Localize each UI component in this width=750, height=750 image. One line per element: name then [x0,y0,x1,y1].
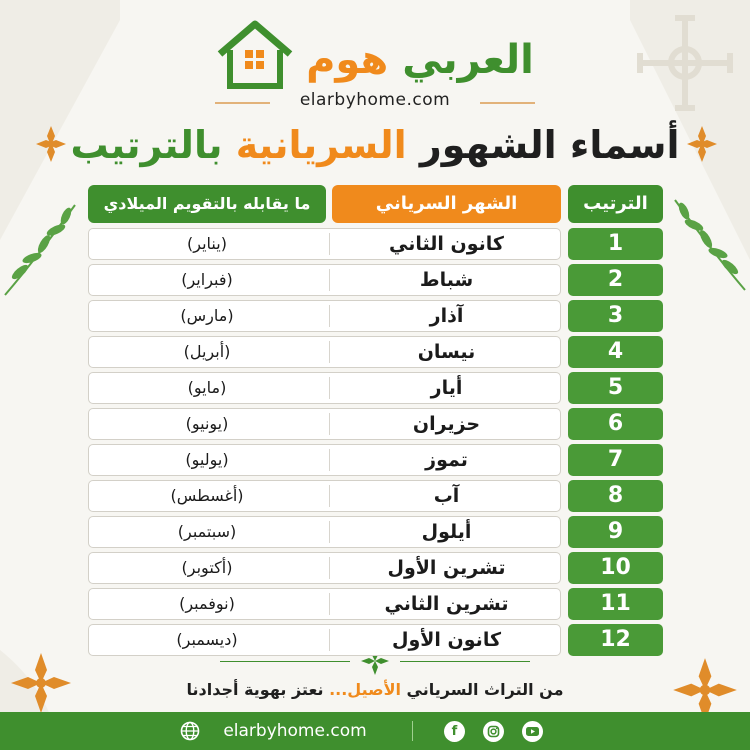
row-separator [329,449,330,471]
row-separator [329,413,330,435]
brand-divider [480,102,535,104]
table-row [0,336,750,368]
tagline-part1: من التراث السرياني [406,680,564,699]
row-syriac-month: آب [433,485,460,507]
table-row [0,624,750,656]
title-part1: أسماء الشهور [419,123,680,167]
brand-name-part1: العربي [402,37,534,83]
table-row [0,264,750,296]
row-rank: 12 [568,624,663,656]
globe-icon [180,721,200,741]
row-syriac-month: أيلول [421,521,472,543]
brand-name-part2: هوم [306,37,389,83]
table-row [0,552,750,584]
ornament-line [220,661,350,662]
brand-name [300,34,540,86]
tagline [150,680,600,699]
header-gregorian: ما يقابله بالتقويم الميلادي [88,185,326,223]
row-rank: 1 [568,228,663,260]
row-separator [329,305,330,327]
row-separator [329,485,330,507]
row-syriac-month: شباط [419,269,474,291]
table-row [0,228,750,260]
row-separator [329,341,330,363]
table-row [0,516,750,548]
row-syriac-month: تشرين الأول [387,557,506,579]
facebook-icon[interactable]: f [444,721,465,742]
row-rank: 9 [568,516,663,548]
title-part2: السريانية [235,123,407,167]
instagram-icon[interactable] [483,721,504,742]
footer-bar [0,712,750,750]
row-rank: 11 [568,588,663,620]
row-gregorian: (مارس) [180,306,234,325]
tagline-part3: نعتز بهوية أجدادنا [186,680,324,699]
brand-divider [215,102,270,104]
row-rank: 6 [568,408,663,440]
row-separator [329,629,330,651]
table-row [0,372,750,404]
row-syriac-month: كانون الأول [391,629,502,651]
row-syriac-month: نيسان [417,341,476,363]
table-row [0,408,750,440]
row-gregorian: (ديسمبر) [176,630,238,649]
row-separator [329,377,330,399]
row-gregorian: (فبراير) [181,270,233,289]
brand-logo [0,8,750,116]
tagline-part2: الأصيل... [329,680,401,699]
row-rank: 8 [568,480,663,512]
row-gregorian: (يناير) [187,234,227,253]
table-row [0,588,750,620]
row-syriac-month: أيار [430,377,463,399]
row-syriac-month: حزيران [412,413,481,435]
row-gregorian: (مايو) [187,378,227,397]
ornament-cross-large-icon [8,650,74,716]
row-gregorian: (يوليو) [185,450,229,469]
header-rank: الترتيب [568,185,663,223]
row-gregorian: (سبتمبر) [177,522,237,541]
row-separator [329,557,330,579]
youtube-icon[interactable] [522,721,543,742]
row-gregorian: (نوفمبر) [179,594,235,613]
row-gregorian: (أغسطس) [170,486,244,505]
table-row [0,444,750,476]
table-row [0,300,750,332]
row-separator [329,593,330,615]
row-rank: 4 [568,336,663,368]
footer-separator [412,721,413,741]
row-separator [329,269,330,291]
brand-url: elarbyhome.com [299,90,451,110]
row-separator [329,521,330,543]
row-rank: 10 [568,552,663,584]
header-syriac-month: الشهر السرياني [332,185,561,223]
row-rank: 7 [568,444,663,476]
row-syriac-month: كانون الثاني [389,233,504,255]
row-gregorian: (أبريل) [183,342,231,361]
row-syriac-month: تموز [425,449,468,471]
table-row [0,480,750,512]
row-rank: 3 [568,300,663,332]
row-gregorian: (أكتوبر) [181,558,233,577]
row-gregorian: (يونيو) [185,414,229,433]
row-rank: 5 [568,372,663,404]
row-separator [329,233,330,255]
footer-url[interactable]: elarbyhome.com [223,721,367,741]
row-rank: 2 [568,264,663,296]
title-part3: بالترتيب [70,123,223,167]
page-title [40,120,710,170]
ornament-line [400,661,530,662]
row-syriac-month: آذار [429,305,464,327]
row-syriac-month: تشرين الثاني [384,593,509,615]
house-icon [216,20,294,90]
